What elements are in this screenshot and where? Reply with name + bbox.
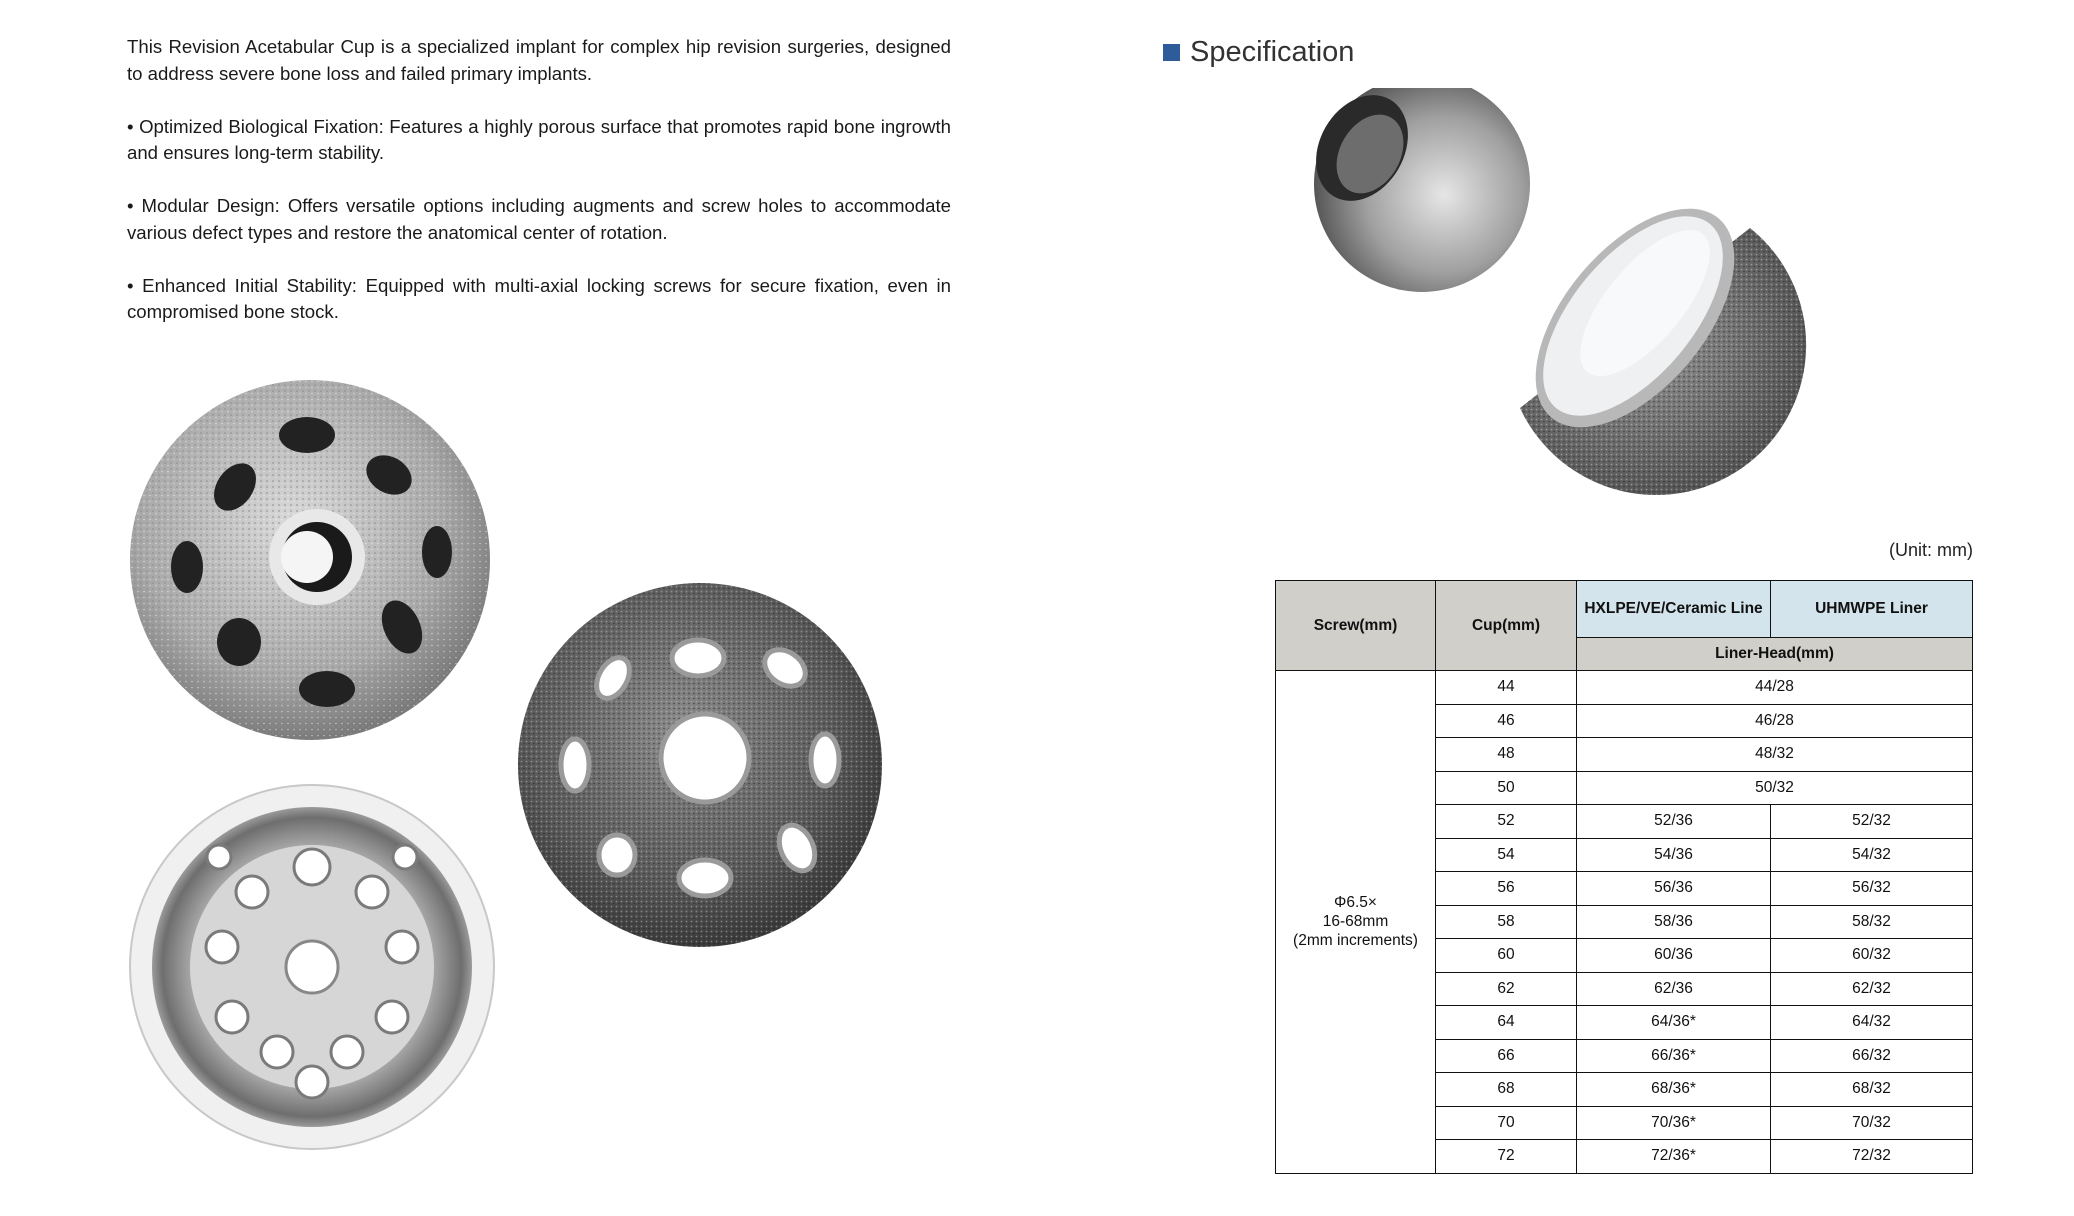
liner-uhmwpe-cell: 60/32	[1771, 939, 1973, 973]
header-liner-hxlpe: HXLPE/VE/Ceramic Line	[1577, 581, 1771, 638]
liner-uhmwpe-cell: 66/32	[1771, 1039, 1973, 1073]
cup-cell: 56	[1436, 872, 1577, 906]
liner-uhmwpe-cell: 62/32	[1771, 972, 1973, 1006]
liner-uhmwpe-cell: 54/32	[1771, 838, 1973, 872]
cup-cell: 68	[1436, 1073, 1577, 1107]
cup-cell: 64	[1436, 1006, 1577, 1040]
cup-cell: 54	[1436, 838, 1577, 872]
cup-inner-image	[127, 782, 497, 1152]
liner-hxlpe-cell: 70/36*	[1577, 1106, 1771, 1140]
spec-title	[1163, 36, 1354, 69]
unit-label: (Unit: mm)	[1889, 540, 1973, 560]
title-square-icon	[1163, 44, 1180, 61]
liner-hxlpe-cell: 54/36	[1577, 838, 1771, 872]
screw-line-3: (2mm increments)	[1293, 932, 1418, 950]
header-liner-uhmwpe: UHMWPE Liner	[1771, 581, 1973, 638]
header-liner-head: Liner-Head(mm)	[1577, 638, 1973, 671]
liner-hxlpe-cell: 58/36	[1577, 905, 1771, 939]
cup-cell: 66	[1436, 1039, 1577, 1073]
header-screw: Screw(mm)	[1276, 581, 1436, 671]
spec-title-text: Specification	[1190, 36, 1355, 68]
spec-table	[1275, 580, 1973, 1174]
cup-cell: 48	[1436, 738, 1577, 772]
liner-head-cell: 46/28	[1577, 704, 1973, 738]
liner-uhmwpe-cell: 68/32	[1771, 1073, 1973, 1107]
liner-uhmwpe-cell: 64/32	[1771, 1006, 1973, 1040]
liner-uhmwpe-cell: 56/32	[1771, 872, 1973, 906]
cup-cell: 46	[1436, 704, 1577, 738]
intro-paragraph-1: This Revision Acetabular Cup is a specialized implant for complex hip revision surgeries, designed to address severe bone loss and failed primary implants.	[127, 36, 951, 84]
liner-hxlpe-cell: 60/36	[1577, 939, 1771, 973]
cup-cell: 58	[1436, 905, 1577, 939]
intro-paragraph-2: • Optimized Biological Fixation: Features a highly porous surface that promotes rapid bone ingrowth and ensures long-term stability.	[127, 115, 951, 163]
liner-head-cell: 48/32	[1577, 738, 1973, 772]
screw-line-2: 16-68mm	[1322, 913, 1389, 931]
liner-hxlpe-cell: 68/36*	[1577, 1073, 1771, 1107]
cup-outer-porous-image	[127, 377, 497, 747]
cup-cell: 50	[1436, 771, 1577, 805]
intro-text	[127, 34, 951, 352]
intro-paragraph-3: • Modular Design: Offers versatile options including augments and screw holes to accommodate various defect types and restore the anatomical center of rotation.	[127, 195, 951, 243]
liner-head-cell: 44/28	[1577, 671, 1973, 705]
liner-hxlpe-cell: 64/36*	[1577, 1006, 1771, 1040]
header-cup: Cup(mm)	[1436, 581, 1577, 671]
cup-cell: 52	[1436, 805, 1577, 839]
cup-cell: 60	[1436, 939, 1577, 973]
liner-hxlpe-cell: 56/36	[1577, 872, 1771, 906]
liner-hxlpe-cell: 52/36	[1577, 805, 1771, 839]
liner-uhmwpe-cell: 52/32	[1771, 805, 1973, 839]
cup-cell: 70	[1436, 1106, 1577, 1140]
liner-hxlpe-cell: 62/36	[1577, 972, 1771, 1006]
liner-hxlpe-cell: 66/36*	[1577, 1039, 1771, 1073]
cup-dark-porous-image	[515, 580, 885, 950]
intro-paragraph-4: • Enhanced Initial Stability: Equipped with multi-axial locking screws for secure fixation, even in compromised bone stock.	[127, 274, 951, 322]
liner-uhmwpe-cell: 70/32	[1771, 1106, 1973, 1140]
assembly-image	[1300, 88, 1830, 518]
table-row	[1276, 671, 1973, 705]
cup-cell: 44	[1436, 671, 1577, 705]
screw-spec-cell	[1276, 671, 1436, 1174]
liner-hxlpe-cell: 72/36*	[1577, 1140, 1771, 1174]
cup-cell: 72	[1436, 1140, 1577, 1174]
screw-line-1: Φ6.5×	[1334, 894, 1377, 912]
cup-cell: 62	[1436, 972, 1577, 1006]
liner-head-cell: 50/32	[1577, 771, 1973, 805]
liner-uhmwpe-cell: 72/32	[1771, 1140, 1973, 1174]
liner-uhmwpe-cell: 58/32	[1771, 905, 1973, 939]
